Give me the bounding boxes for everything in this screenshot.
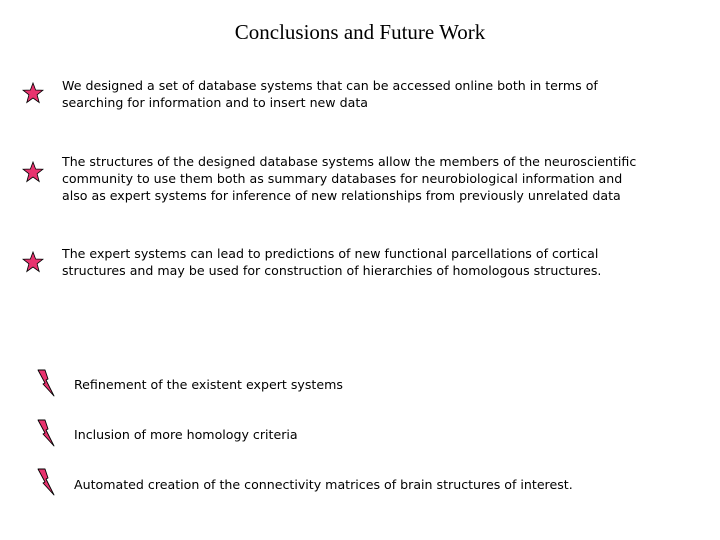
- lightning-bolt-icon: [36, 369, 56, 397]
- conclusion-line: also as expert systems for inference of new relationships from previously unrelated data: [62, 188, 621, 203]
- future-work-item-1: Refinement of the existent expert systems: [74, 377, 343, 392]
- star-icon: [22, 82, 44, 104]
- conclusion-line: structures and may be used for construction of hierarchies of homologous structures.: [62, 263, 602, 278]
- future-work-item-3: Automated creation of the connectivity matrices of brain structures of interest.: [74, 477, 573, 492]
- lightning-bolt-icon: [36, 419, 56, 447]
- future-work-item-2: Inclusion of more homology criteria: [74, 427, 298, 442]
- conclusion-item-3: [62, 245, 710, 279]
- conclusion-item-1: [62, 77, 710, 111]
- conclusion-line: The structures of the designed database systems allow the members of the neuroscientific: [62, 154, 637, 169]
- star-icon: [22, 161, 44, 183]
- lightning-bolt-icon: [36, 468, 56, 496]
- conclusion-line: We designed a set of database systems that can be accessed online both in terms of: [62, 78, 598, 93]
- conclusion-item-2: [62, 153, 710, 204]
- conclusion-line: searching for information and to insert new data: [62, 95, 368, 110]
- conclusion-line: The expert systems can lead to predictions of new functional parcellations of cortical: [62, 246, 599, 261]
- conclusion-line: community to use them both as summary databases for neurobiological information and: [62, 171, 623, 186]
- slide-title: Conclusions and Future Work: [234, 20, 486, 44]
- star-icon: [22, 251, 44, 273]
